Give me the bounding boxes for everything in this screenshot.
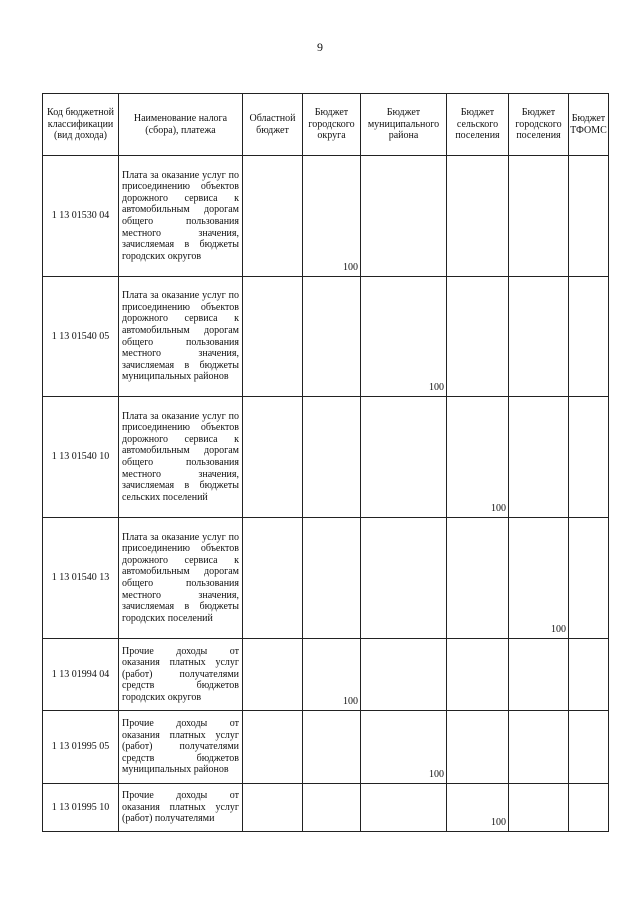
row-value-cell [243, 639, 303, 711]
row-value-cell [447, 639, 509, 711]
table-row [43, 156, 609, 277]
row-value-cell [569, 711, 609, 784]
row-code: 1 13 01994 04 [43, 639, 119, 711]
row-value-cell [569, 156, 609, 277]
row-name: Прочие доходы от оказания платных услуг (работ) получателями [119, 784, 243, 832]
row-value-cell [447, 711, 509, 784]
page-number: 9 [317, 40, 323, 54]
row-code: 1 13 01530 04 [43, 156, 119, 277]
header-code: Код бюджетной классификации (вид дохода) [43, 94, 119, 156]
row-value-cell [569, 518, 609, 639]
header-regional: Областной бюджет [243, 94, 303, 156]
row-value-cell: 100 [303, 639, 361, 711]
header-urban-settlement: Бюджет городского поселения [509, 94, 569, 156]
row-value-cell [243, 156, 303, 277]
row-code: 1 13 01995 05 [43, 711, 119, 784]
row-value-cell [509, 711, 569, 784]
row-value-cell [509, 784, 569, 832]
row-code: 1 13 01540 05 [43, 277, 119, 397]
row-value-cell: 100 [509, 518, 569, 639]
header-city-district: Бюджет городского округа [303, 94, 361, 156]
row-value-cell [303, 518, 361, 639]
row-code: 1 13 01540 13 [43, 518, 119, 639]
row-name: Плата за оказание услуг по присоединению объектов дорожного сервиса к автомобильным дорогам общего пользования местного значения, зачисляемая в бюджеты муниципальных районов [119, 277, 243, 397]
row-value-cell [361, 518, 447, 639]
row-value-cell [569, 784, 609, 832]
row-value-cell [447, 518, 509, 639]
row-name: Плата за оказание услуг по присоединению объектов дорожного сервиса к автомобильным дорогам общего пользования местного значения, зачисляемая в бюджеты сельских поселений [119, 397, 243, 518]
row-value-cell [243, 397, 303, 518]
row-value-cell [243, 277, 303, 397]
row-value-cell [303, 277, 361, 397]
row-name: Прочие доходы от оказания платных услуг (работ) получателями средств бюджетов муниципальных районов [119, 711, 243, 784]
table-row [43, 397, 609, 518]
row-value-cell [569, 397, 609, 518]
row-value-cell [509, 156, 569, 277]
row-value-cell [303, 397, 361, 518]
row-name: Прочие доходы от оказания платных услуг (работ) получателями средств бюджетов городских округов [119, 639, 243, 711]
header-tfoms: Бюджет ТФОМС [569, 94, 609, 156]
table-row [43, 784, 609, 832]
header-rural-settlement: Бюджет сельского поселения [447, 94, 509, 156]
row-name: Плата за оказание услуг по присоединению объектов дорожного сервиса к автомобильным дорогам общего пользования местного значения, зачисляемая в бюджеты городских поселений [119, 518, 243, 639]
row-value-cell [361, 784, 447, 832]
row-value-cell [361, 156, 447, 277]
row-value-cell [509, 397, 569, 518]
row-value-cell: 100 [361, 711, 447, 784]
header-name: Наименование налога (сбора), платежа [119, 94, 243, 156]
row-code: 1 13 01540 10 [43, 397, 119, 518]
row-value-cell [361, 639, 447, 711]
row-value-cell [303, 784, 361, 832]
row-value-cell: 100 [447, 397, 509, 518]
row-value-cell [569, 639, 609, 711]
row-value-cell [509, 639, 569, 711]
table-row [43, 277, 609, 397]
budget-table [42, 93, 609, 832]
row-value-cell [243, 784, 303, 832]
row-value-cell: 100 [303, 156, 361, 277]
row-code: 1 13 01995 10 [43, 784, 119, 832]
row-value-cell [447, 156, 509, 277]
row-value-cell [447, 277, 509, 397]
row-value-cell [361, 397, 447, 518]
row-value-cell [243, 518, 303, 639]
table-row [43, 518, 609, 639]
header-row [43, 94, 609, 156]
row-name: Плата за оказание услуг по присоединению объектов дорожного сервиса к автомобильным дорогам общего пользования местного значения, зачисляемая в бюджеты городских округов [119, 156, 243, 277]
table-row [43, 711, 609, 784]
row-value-cell [243, 711, 303, 784]
row-value-cell [509, 277, 569, 397]
row-value-cell [303, 711, 361, 784]
header-municipal-district: Бюджет муниципального района [361, 94, 447, 156]
row-value-cell: 100 [447, 784, 509, 832]
table-row [43, 639, 609, 711]
row-value-cell: 100 [361, 277, 447, 397]
row-value-cell [569, 277, 609, 397]
